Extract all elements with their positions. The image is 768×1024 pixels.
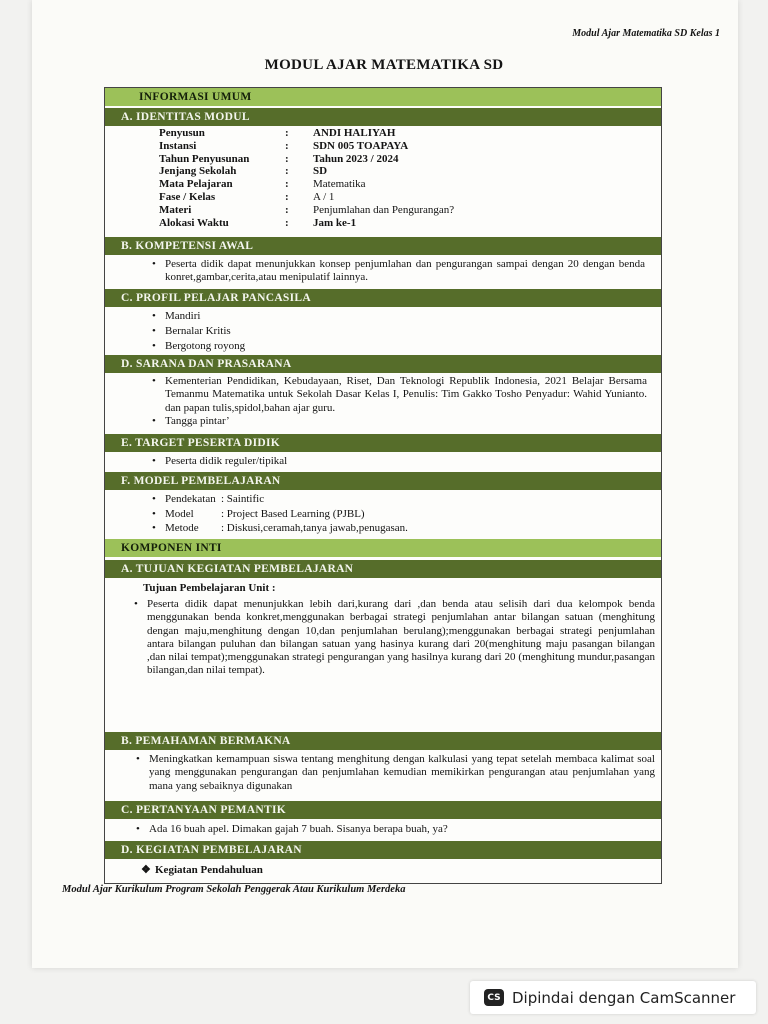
tujuan-heading: A. TUJUAN KEGIATAN PEMBELAJARAN xyxy=(105,560,661,578)
list-item: • Kementerian Pendidikan, Kebudayaan, Riset, Dan Teknologi Republik Indonesia, 2021 Belajar Bersama Temanmu Matematika untuk Sekolah Dasar Kelas I, Penulis: Tim Gakko Tosho Penyadur: Wahid Yunianto. dan papan tulis,spidol,bahan ajar guru. xyxy=(147,375,647,415)
identitas-row: Jenjang Sekolah : SD xyxy=(159,165,328,178)
diamond-bullet-icon: ❖ xyxy=(141,864,151,876)
list-item: • Peserta didik dapat menunjukkan lebih dari,kurang dari ,dan benda atau selisih dari dua kelompok benda menggunakan benda konkret,menggunakan berbagai strategi penjumlahan antar bilangan satuan (menghitung dengan maju,menghitung dengan 10,dan penjumlahan berulang);menggunakan berbagai strategi penjumlahan antara bilangan puluhan dan bilangan satuan yang hasinya kurang dari 20(menghitung maju pasangan bilangan ,dan nilai tempat);menggunakan strategi pengurangan yang hasilnya kurang dari 20 (menghitung mundur,pasangan bilangan,dan nilai tempat). xyxy=(129,598,655,678)
identitas-row: Instansi : SDN 005 TOAPAYA xyxy=(159,139,409,152)
identitas-row: Tahun Penyusunan : Tahun 2023 / 2024 xyxy=(159,152,399,165)
pemahaman-heading: B. PEMAHAMAN BERMAKNA xyxy=(105,732,661,750)
identitas-heading: A. IDENTITAS MODUL xyxy=(105,108,661,126)
identitas-row: Penyusun : ANDI HALIYAH xyxy=(159,127,396,139)
model-body xyxy=(105,492,661,536)
pertanyaan-heading: C. PERTANYAAN PEMANTIK xyxy=(105,801,661,819)
list-item: • Meningkatkan kemampuan siswa tentang menghitung dengan kalkulasi yang tepat setelah membaca kalimat soal yang menggunakan pengurangan dan penjumlahan kemudian memikirkan pengurangan atau penjumlahan yang mana yang sebaiknya digunakan xyxy=(131,753,655,793)
camscanner-logo-icon: CS xyxy=(484,989,504,1006)
kompetensi-awal-heading: B. KOMPETENSI AWAL xyxy=(105,237,661,255)
pemahaman-body xyxy=(105,753,661,793)
profil-body xyxy=(105,309,661,355)
watermark-text: Dipindai dengan CamScanner xyxy=(512,988,736,1007)
identitas-row: Alokasi Waktu : Jam ke-1 xyxy=(159,216,357,229)
identitas-row: Mata Pelajaran : Matematika xyxy=(159,178,366,191)
identitas-row: Materi : Penjumlahan dan Pengurangan? xyxy=(159,203,455,216)
kegiatan-heading: D. KEGIATAN PEMBELAJARAN xyxy=(105,841,661,859)
list-item: • Bergotong royong xyxy=(147,339,661,354)
pertanyaan-body xyxy=(105,823,661,836)
sarana-body xyxy=(105,375,661,428)
identitas-table xyxy=(159,127,454,229)
running-header: Modul Ajar Matematika SD Kelas 1 xyxy=(572,28,720,39)
identitas-row: Fase / Kelas : A / 1 xyxy=(159,190,335,203)
list-item: • Mandiri xyxy=(147,309,661,324)
tujuan-body xyxy=(105,598,661,678)
list-item: • Ada 16 buah apel. Dimakan gajah 7 buah. Sisanya berapa buah, ya? xyxy=(131,823,661,836)
document-title: MODUL AJAR MATEMATIKA SD xyxy=(264,57,504,73)
kegiatan-first: ❖ Kegiatan Pendahuluan xyxy=(141,864,263,876)
model-heading: F. MODEL PEMBELAJARAN xyxy=(105,472,661,490)
informasi-umum-bar: INFORMASI UMUM xyxy=(105,88,661,106)
list-item: • Metode : Diskusi,ceramah,tanya jawab,penugasan. xyxy=(147,521,661,536)
target-heading: E. TARGET PESERTA DIDIK xyxy=(105,434,661,452)
kompetensi-awal-body xyxy=(105,258,661,285)
target-body xyxy=(105,455,661,468)
page-footer: Modul Ajar Kurikulum Program Sekolah Penggerak Atau Kurikulum Merdeka xyxy=(62,884,406,895)
list-item: • Peserta didik reguler/tipikal xyxy=(147,455,661,468)
list-item: • Peserta didik dapat menunjukkan konsep penjumlahan dan pengurangan sampai dengan 20 dengan benda konret,gambar,cerita,atau menipulatif lainnya. xyxy=(147,258,645,285)
sarana-heading: D. SARANA DAN PRASARANA xyxy=(105,355,661,373)
list-item: • Bernalar Kritis xyxy=(147,324,661,339)
komponen-inti-bar: KOMPONEN INTI xyxy=(105,539,661,557)
camscanner-watermark xyxy=(470,981,756,1014)
list-item: • Model : Project Based Learning (PJBL) xyxy=(147,507,661,522)
tujuan-subheading: Tujuan Pembelajaran Unit : xyxy=(143,582,276,594)
list-item: • Tangga pintar’ xyxy=(147,415,647,428)
list-item: • Pendekatan : Saintific xyxy=(147,492,661,507)
module-table xyxy=(104,87,662,884)
profil-heading: C. PROFIL PELAJAR PANCASILA xyxy=(105,289,661,307)
